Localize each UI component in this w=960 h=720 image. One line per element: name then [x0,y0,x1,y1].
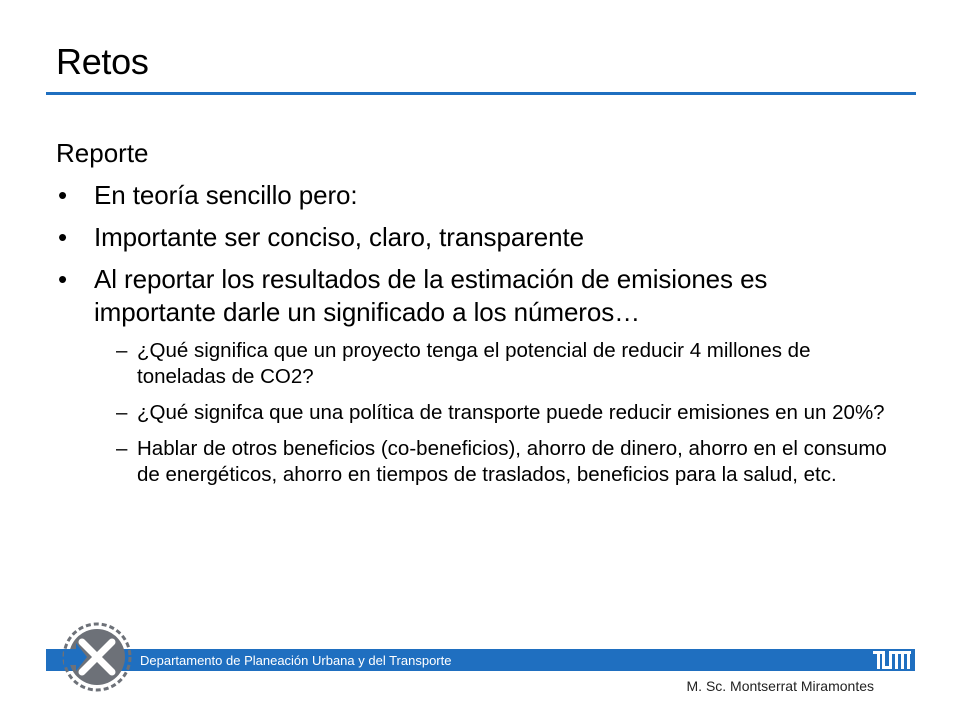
bullet-marker: • [58,180,68,210]
dash-marker: – [116,401,128,424]
sub-bullet-item [116,338,896,390]
title-divider [46,92,916,95]
dash-marker: – [116,339,128,362]
bullet-marker: • [58,264,68,294]
bullet-text: Importante ser conciso, claro, transparente [94,222,584,252]
bullet-text: En teoría sencillo pero: [94,180,358,210]
department-name: Departamento de Planeación Urbana y del Transporte [140,653,452,668]
tum-logo-icon [873,651,911,669]
dash-marker: – [116,437,128,460]
crossing-arrows-logo-icon [62,622,132,692]
bullet-item [56,221,896,254]
slide-title: Retos [56,41,149,82]
slide-body [56,136,896,498]
bullet-item [56,179,896,212]
sub-bullet-item [116,436,896,488]
bullet-item [56,263,896,329]
sub-bullet-text: ¿Qué significa que un proyecto tenga el potencial de reducir 4 millones de toneladas de CO2? [137,339,811,388]
bullet-text: Al reportar los resultados de la estimación de emisiones es importante darle un significado a los números… [94,264,768,327]
sub-bullet-item [116,400,896,426]
section-heading: Reporte [56,138,149,168]
sub-bullet-text: Hablar de otros beneficios (co-beneficios), ahorro de dinero, ahorro en el consumo de energéticos, ahorro en tiempos de traslados, beneficios para la salud, etc. [137,437,887,486]
sub-bullet-text: ¿Qué signifca que una política de transporte puede reducir emisiones en un 20%? [137,401,885,424]
bullet-marker: • [58,222,68,252]
author-name: M. Sc. Montserrat Miramontes [686,678,874,694]
